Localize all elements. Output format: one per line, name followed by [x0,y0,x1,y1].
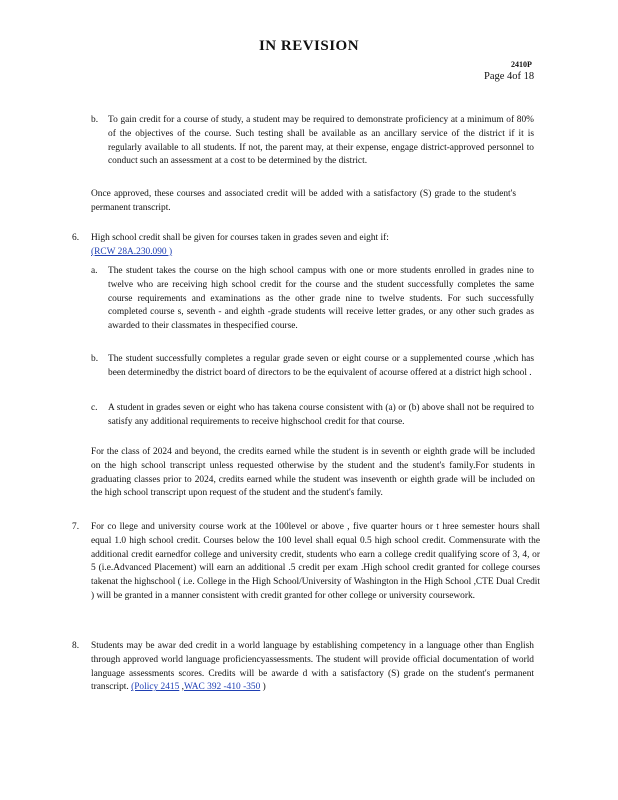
item-7-marker: 7. [72,522,80,532]
item-6c-text: A student in grades seven or eight who has takena course consistent with (a) or (b) above shall not be required to satisfy any additional requirements to receive highschool credit for that course. [108,403,534,427]
item-b-marker: b. [91,115,99,125]
wac-link[interactable]: WAC 392 -410 -350 [183,682,261,693]
item-8-marker: 8. [72,641,80,651]
item-6b-marker: b. [91,354,99,364]
once-approved-paragraph: Once approved, these courses and associated credit will be added with a satisfactory (S) grade to the student's permanent transcript. [91,189,516,213]
item-6-intro: High school credit shall be given for courses taken in grades seven and eight if: [91,233,389,243]
policy-2415-link[interactable]: (Policy 2415 [131,682,180,693]
item-6-text [91,232,511,260]
class-2024-note: For the class of 2024 and beyond, the credits earned while the student is in seventh or eighth grade will be included on the high school transcript unless requested otherwise by the student and the student's family.For students in graduating classes prior to 2024, credits earned while the student was inseventh or eighth grade will be included on the high school transcript upon request of the student and the student's family. [91,447,535,499]
page-number: Page 4of 18 [484,71,535,82]
item-8-text [91,640,534,695]
item-6c-marker: c. [91,403,98,413]
item-b-text: To gain credit for a course of study, a student may be required to demonstrate proficiency at a minimum of 80% of the objectives of the course. Such testing shall be available as an ancillary service of the district if it is regularly available to all students. If not, the parent may, at their expense, engage district-approved personnel to conduct such an assessment at a cost to be determined by the district. [108,115,534,167]
item-8-close: ) [260,682,266,693]
rcw-link[interactable]: (RCW 28A.230.090 ) [91,246,173,257]
item-8-body: Students may be awar ded credit in a world language by establishing competency in a language other than English through approved world language proficiencyassessments. The student will provide official documentation of world language assessments scores. Credits will be awarde d with a satisfactory (S) grade on the student's permanent transcript. [91,641,534,693]
revision-title: IN REVISION [258,38,360,54]
item-6a-marker: a. [91,266,98,276]
item-8-separator: , [179,682,184,693]
item-7-text: For co llege and university course work at the 100level or above , five quarter hours or t hree semester hours shall equal 1.0 high school credit. Courses below the 100 level shall equal 0.5 high school credit. Commensurate with the additional credit earnedfor college and university credit, students who earn a college credit qualifying score of 3, 4, or 5 (i.e.Advanced Placement) will earn an additional .5 credit per exam .High school credit granted for college courses takenat the highschool ( i.e. College in the High School/University of Washington in the High School ,CTE Dual Credit ) will be granted in a manner consistent with credit granted for other college or university coursework. [91,522,540,601]
item-6b-text: The student successfully completes a regular grade seven or eight course or a supplemented course ,which has been determinedby the district board of directors to be the equivalent of acourse offered at a district high school . [108,354,534,378]
item-6a-text: The student takes the course on the high school campus with one or more students enrolled in grades nine to twelve who are receiving high school credit for the course and the student successfully completes the same course requirements and examinations as the other grade nine to twelve students. For such successfully completed course s, seventh - and eighth -grade students will receive letter grades, or any other such grades as awarded to their classmates in thespecified course. [108,266,534,332]
policy-code: 2410P [511,60,532,69]
item-6-marker: 6. [72,233,80,243]
